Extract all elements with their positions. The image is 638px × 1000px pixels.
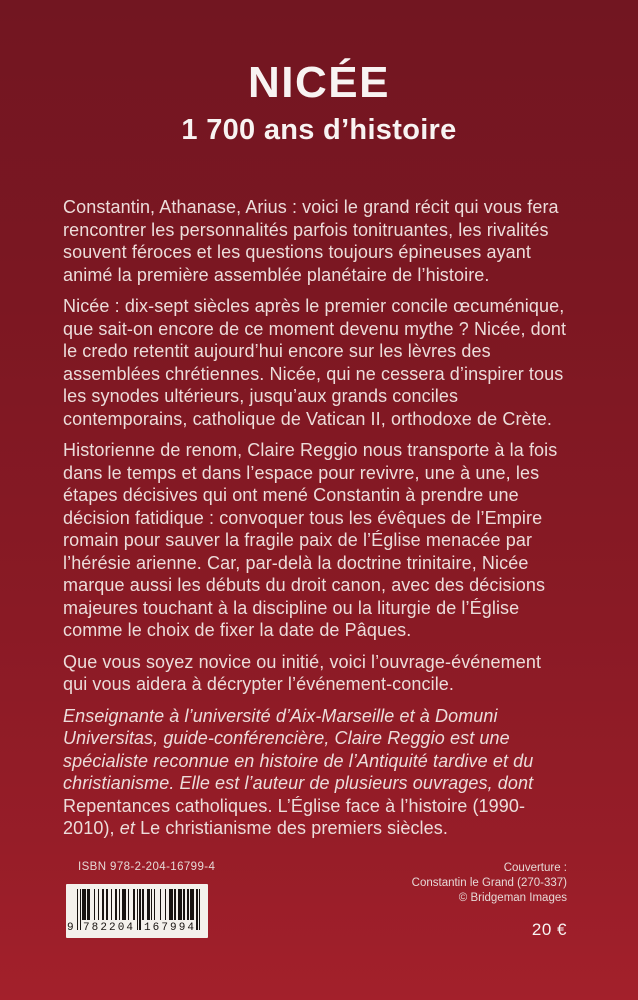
credit-line: © Bridgeman Images [458,892,567,904]
author-bio [63,705,570,840]
book-subtitle: 1 700 ans d’histoire [181,114,457,147]
synopsis-paragraph-4: Que vous soyez novice ou initié, voici l’ouvrage-événement qui vous aidera à décrypter l’événement-concile. [63,651,542,694]
book-title-reference: Repentances catholiques. L’Église face à l’histoire (1990-2010), [63,795,526,838]
book-title: NICÉE [248,58,390,107]
credit-line: Constantin le Grand (270-337) [411,877,567,889]
synopsis-paragraph-3: Historienne de renom, Claire Reggio nous transporte à la fois dans le temps et dans l’espace pour revivre, une à une, les étapes décisives qui ont mené Constantin à prendre une décision fatidique : convoquer tous les évêques de l’Empire romain pour sauver la fragile paix de l’Église menacée par l’hérésie arienne. Car, par-delà la doctrine trinitaire, Nicée marque aussi les débuts du droit canon, avec des décisions majeures touchant à la discipline ou la liturgie de l’Église comme le choix de fixer la date de Pâques. [63,440,558,640]
bio-text: et [114,818,141,838]
barcode-digit-first: 9 [67,922,74,934]
bio-text: Enseignante à l’université d’Aix-Marseille et à Domuni Universitas, guide-conférencière, Claire Reggio est une spécialiste reconnue en histoire de l’Antiquité tardive et du christianisme. Elle est l’auteur de plusieurs ouvrages, dont [63,705,534,793]
synopsis-block [63,196,570,849]
synopsis-paragraph-2: Nicée : dix-sept siècles après le premier concile œcuménique, que sait-on encore de ce moment devenu mythe ? Nicée, dont le credo retentit aujourd’hui encore sur les lèvres des assemblées chrétiennes. Nicée, qui ne cessera d’inspirer tous les synodes ultérieurs, jusqu’aux grands conciles contemporains, catholique de Vatican II, orthodoxe de Crète. [63,296,567,429]
book-title-reference: Le christianisme des premiers siècles. [140,818,448,838]
credit-line: Couverture : [503,862,567,874]
price-label: 20 € [531,920,567,939]
ean13-barcode [66,884,208,938]
isbn-label: ISBN 978-2-204-16799-4 [78,861,216,873]
barcode-digits-left: 7 8 2 2 0 4 [83,922,133,934]
barcode-digits-right: 1 6 7 9 9 4 [144,922,194,934]
cover-credits [412,861,567,906]
synopsis-paragraph-1: Constantin, Athanase, Arius : voici le grand récit qui vous fera rencontrer les personnalités parfois tonitruantes, les rivalités souvent féroces et les questions toujours épineuses ayant animé la première assemblée planétaire de l’histoire. [63,197,559,285]
title-block [0,60,638,147]
